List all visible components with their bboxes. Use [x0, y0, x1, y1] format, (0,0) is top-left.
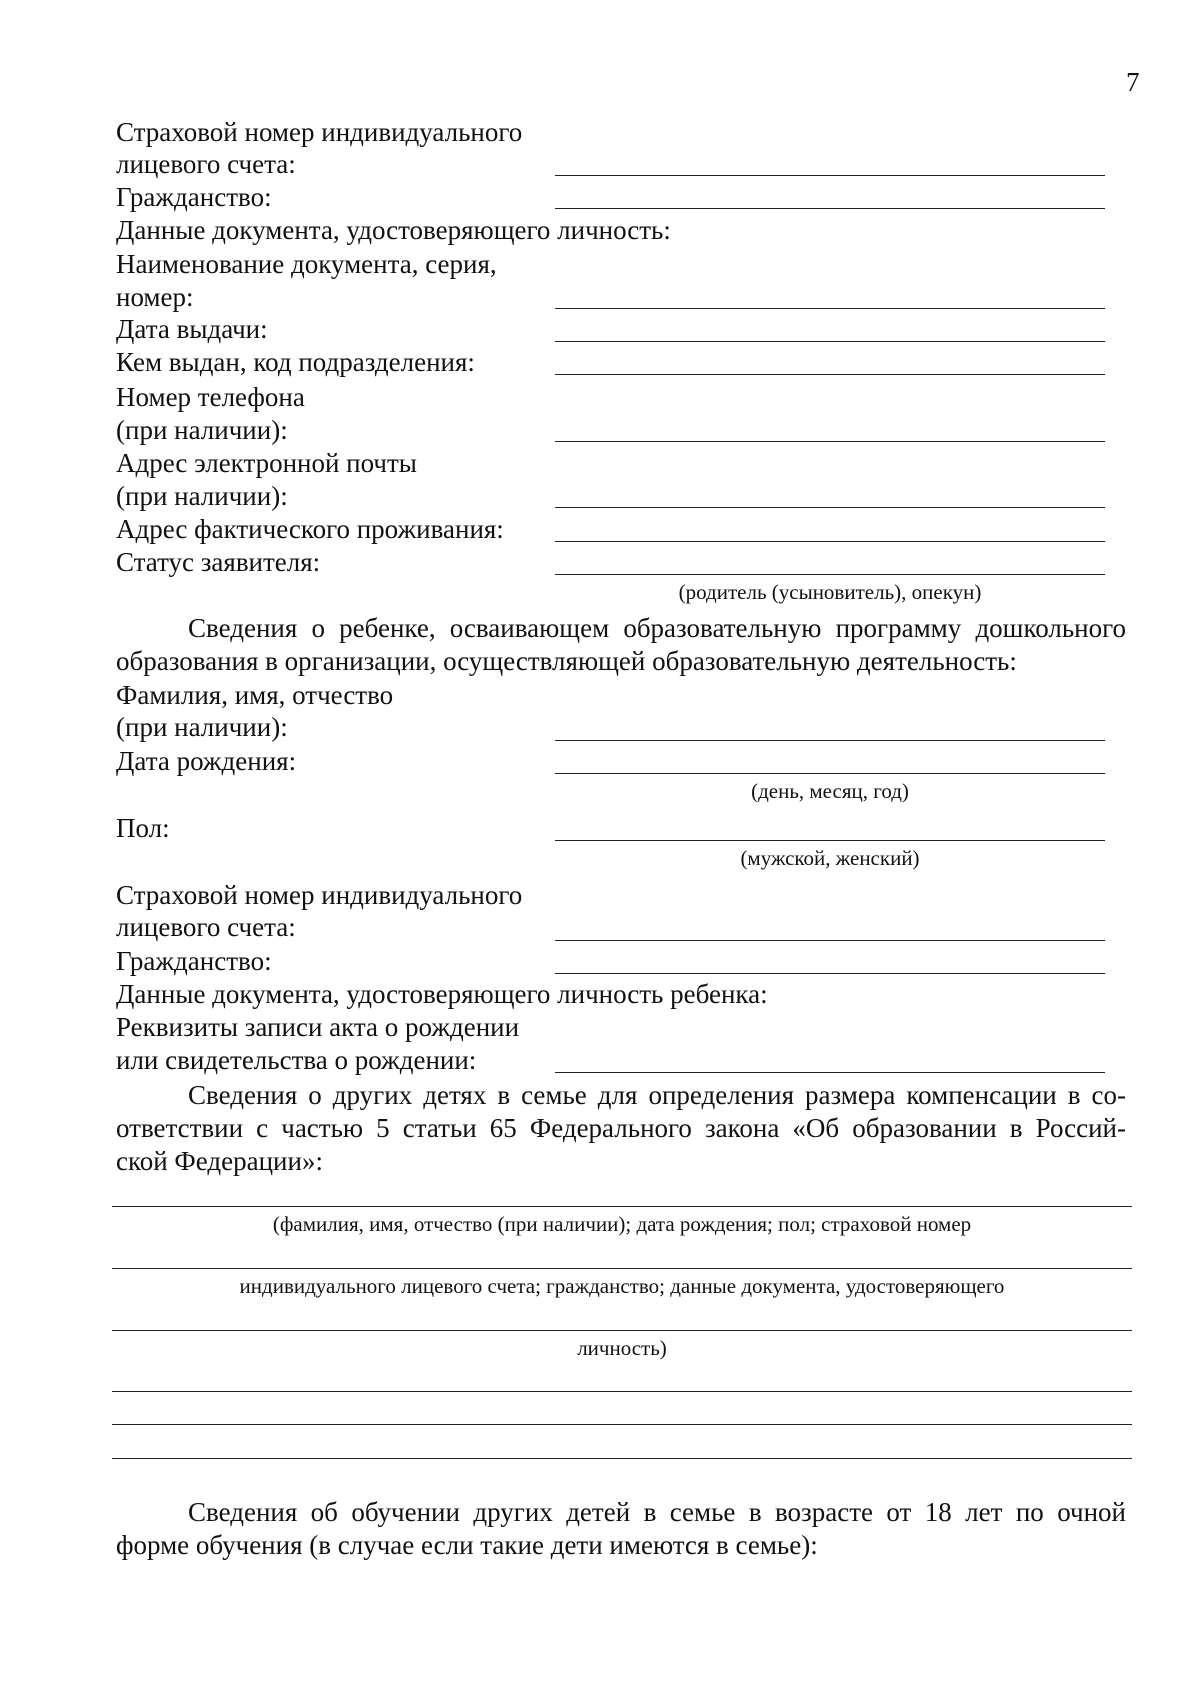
child-birth-field[interactable]: [555, 773, 1105, 774]
other-children-field[interactable]: [112, 1458, 1132, 1459]
other-children-field[interactable]: [112, 1424, 1132, 1425]
child-birth-cert-field[interactable]: [555, 1072, 1105, 1073]
child-birth-hint: (день, месяц, год): [751, 779, 909, 803]
other-children-field[interactable]: [112, 1206, 1132, 1207]
education-intro: [116, 1496, 1126, 1562]
child-citizenship-field[interactable]: [555, 973, 1105, 974]
child-intro-line: Сведения о ребенке, осваивающем образовательную программу дошкольного: [188, 613, 1126, 643]
other-children-field[interactable]: [112, 1268, 1132, 1269]
applicant-status-hint: (родитель (усыновитель), опекун): [678, 580, 982, 604]
applicant-doc-name-label: номер:: [116, 282, 194, 312]
education-intro-line: форме обучения (в случае если такие дети имеются в семье):: [116, 1530, 818, 1560]
child-birth-cert-label: или свидетельства о рождении:: [116, 1045, 477, 1075]
applicant-citizenship-label: Гражданство:: [116, 182, 272, 212]
applicant-snils-field[interactable]: [555, 175, 1105, 176]
applicant-issued-by-label: Кем выдан, код подразделения:: [116, 347, 475, 377]
child-sex-hint: (мужской, женский): [740, 846, 920, 870]
child-intro: [116, 612, 1126, 678]
child-fio-field[interactable]: [555, 740, 1105, 741]
applicant-phone-label: Номер телефона: [116, 382, 305, 412]
other-children-field[interactable]: [112, 1391, 1132, 1392]
applicant-email-label: Адрес электронной почты: [116, 448, 417, 478]
child-intro-line: образования в организации, осуществляющей образовательную деятельность:: [116, 646, 1017, 676]
applicant-id-doc-label: Данные документа, удостоверяющего личность:: [116, 215, 671, 245]
child-snils-field[interactable]: [555, 940, 1105, 941]
applicant-doc-name-label: Наименование документа, серия,: [116, 249, 497, 279]
applicant-email-field[interactable]: [555, 507, 1105, 508]
applicant-address-label: Адрес фактического проживания:: [116, 514, 504, 544]
education-intro-line: Сведения об обучении других детей в семье в возрасте от 18 лет по очной: [188, 1497, 1126, 1527]
applicant-email-label: (при наличии):: [116, 481, 288, 511]
child-id-doc-label: Данные документа, удостоверяющего личность ребенка:: [116, 979, 768, 1009]
applicant-citizenship-field[interactable]: [555, 208, 1105, 209]
child-snils-label: лицевого счета:: [116, 912, 296, 942]
applicant-status-label: Статус заявителя:: [116, 547, 321, 577]
applicant-snils-label: лицевого счета:: [116, 149, 296, 179]
child-fio-label: Фамилия, имя, отчество: [116, 680, 394, 710]
other-children-field[interactable]: [112, 1330, 1132, 1331]
child-birth-label: Дата рождения:: [116, 746, 297, 776]
applicant-issued-by-field[interactable]: [555, 374, 1105, 375]
other-children-hint: личность): [577, 1336, 667, 1360]
other-children-intro-line: ответствии с частью 5 статьи 65 Федерального закона «Об образовании в Россий-: [116, 1113, 1126, 1143]
page-number: 7: [1126, 67, 1140, 97]
child-snils-label: Страховой номер индивидуального: [116, 880, 523, 910]
applicant-address-field[interactable]: [555, 541, 1105, 542]
child-citizenship-label: Гражданство:: [116, 946, 272, 976]
applicant-phone-field[interactable]: [555, 441, 1105, 442]
child-birth-cert-label: Реквизиты записи акта о рождении: [116, 1012, 520, 1042]
applicant-phone-label: (при наличии):: [116, 415, 288, 445]
applicant-status-field[interactable]: [555, 574, 1105, 575]
other-children-intro-line: Сведения о других детях в семье для определения размера компенсации в со-: [188, 1080, 1126, 1110]
child-fio-label: (при наличии):: [116, 712, 288, 742]
applicant-doc-name-field[interactable]: [555, 308, 1105, 309]
other-children-hint: (фамилия, имя, отчество (при наличии); дата рождения; пол; страховой номер: [272, 1212, 972, 1236]
applicant-issue-date-field[interactable]: [555, 341, 1105, 342]
other-children-intro-line: ской Федерации»:: [116, 1146, 323, 1176]
other-children-intro: [116, 1079, 1126, 1178]
other-children-hint: индивидуального лицевого счета; гражданство; данные документа, удостоверяющего: [239, 1274, 1005, 1298]
child-sex-field[interactable]: [555, 840, 1105, 841]
applicant-issue-date-label: Дата выдачи:: [116, 314, 268, 344]
applicant-snils-label: Страховой номер индивидуального: [116, 117, 523, 147]
child-sex-label: Пол:: [116, 813, 170, 843]
